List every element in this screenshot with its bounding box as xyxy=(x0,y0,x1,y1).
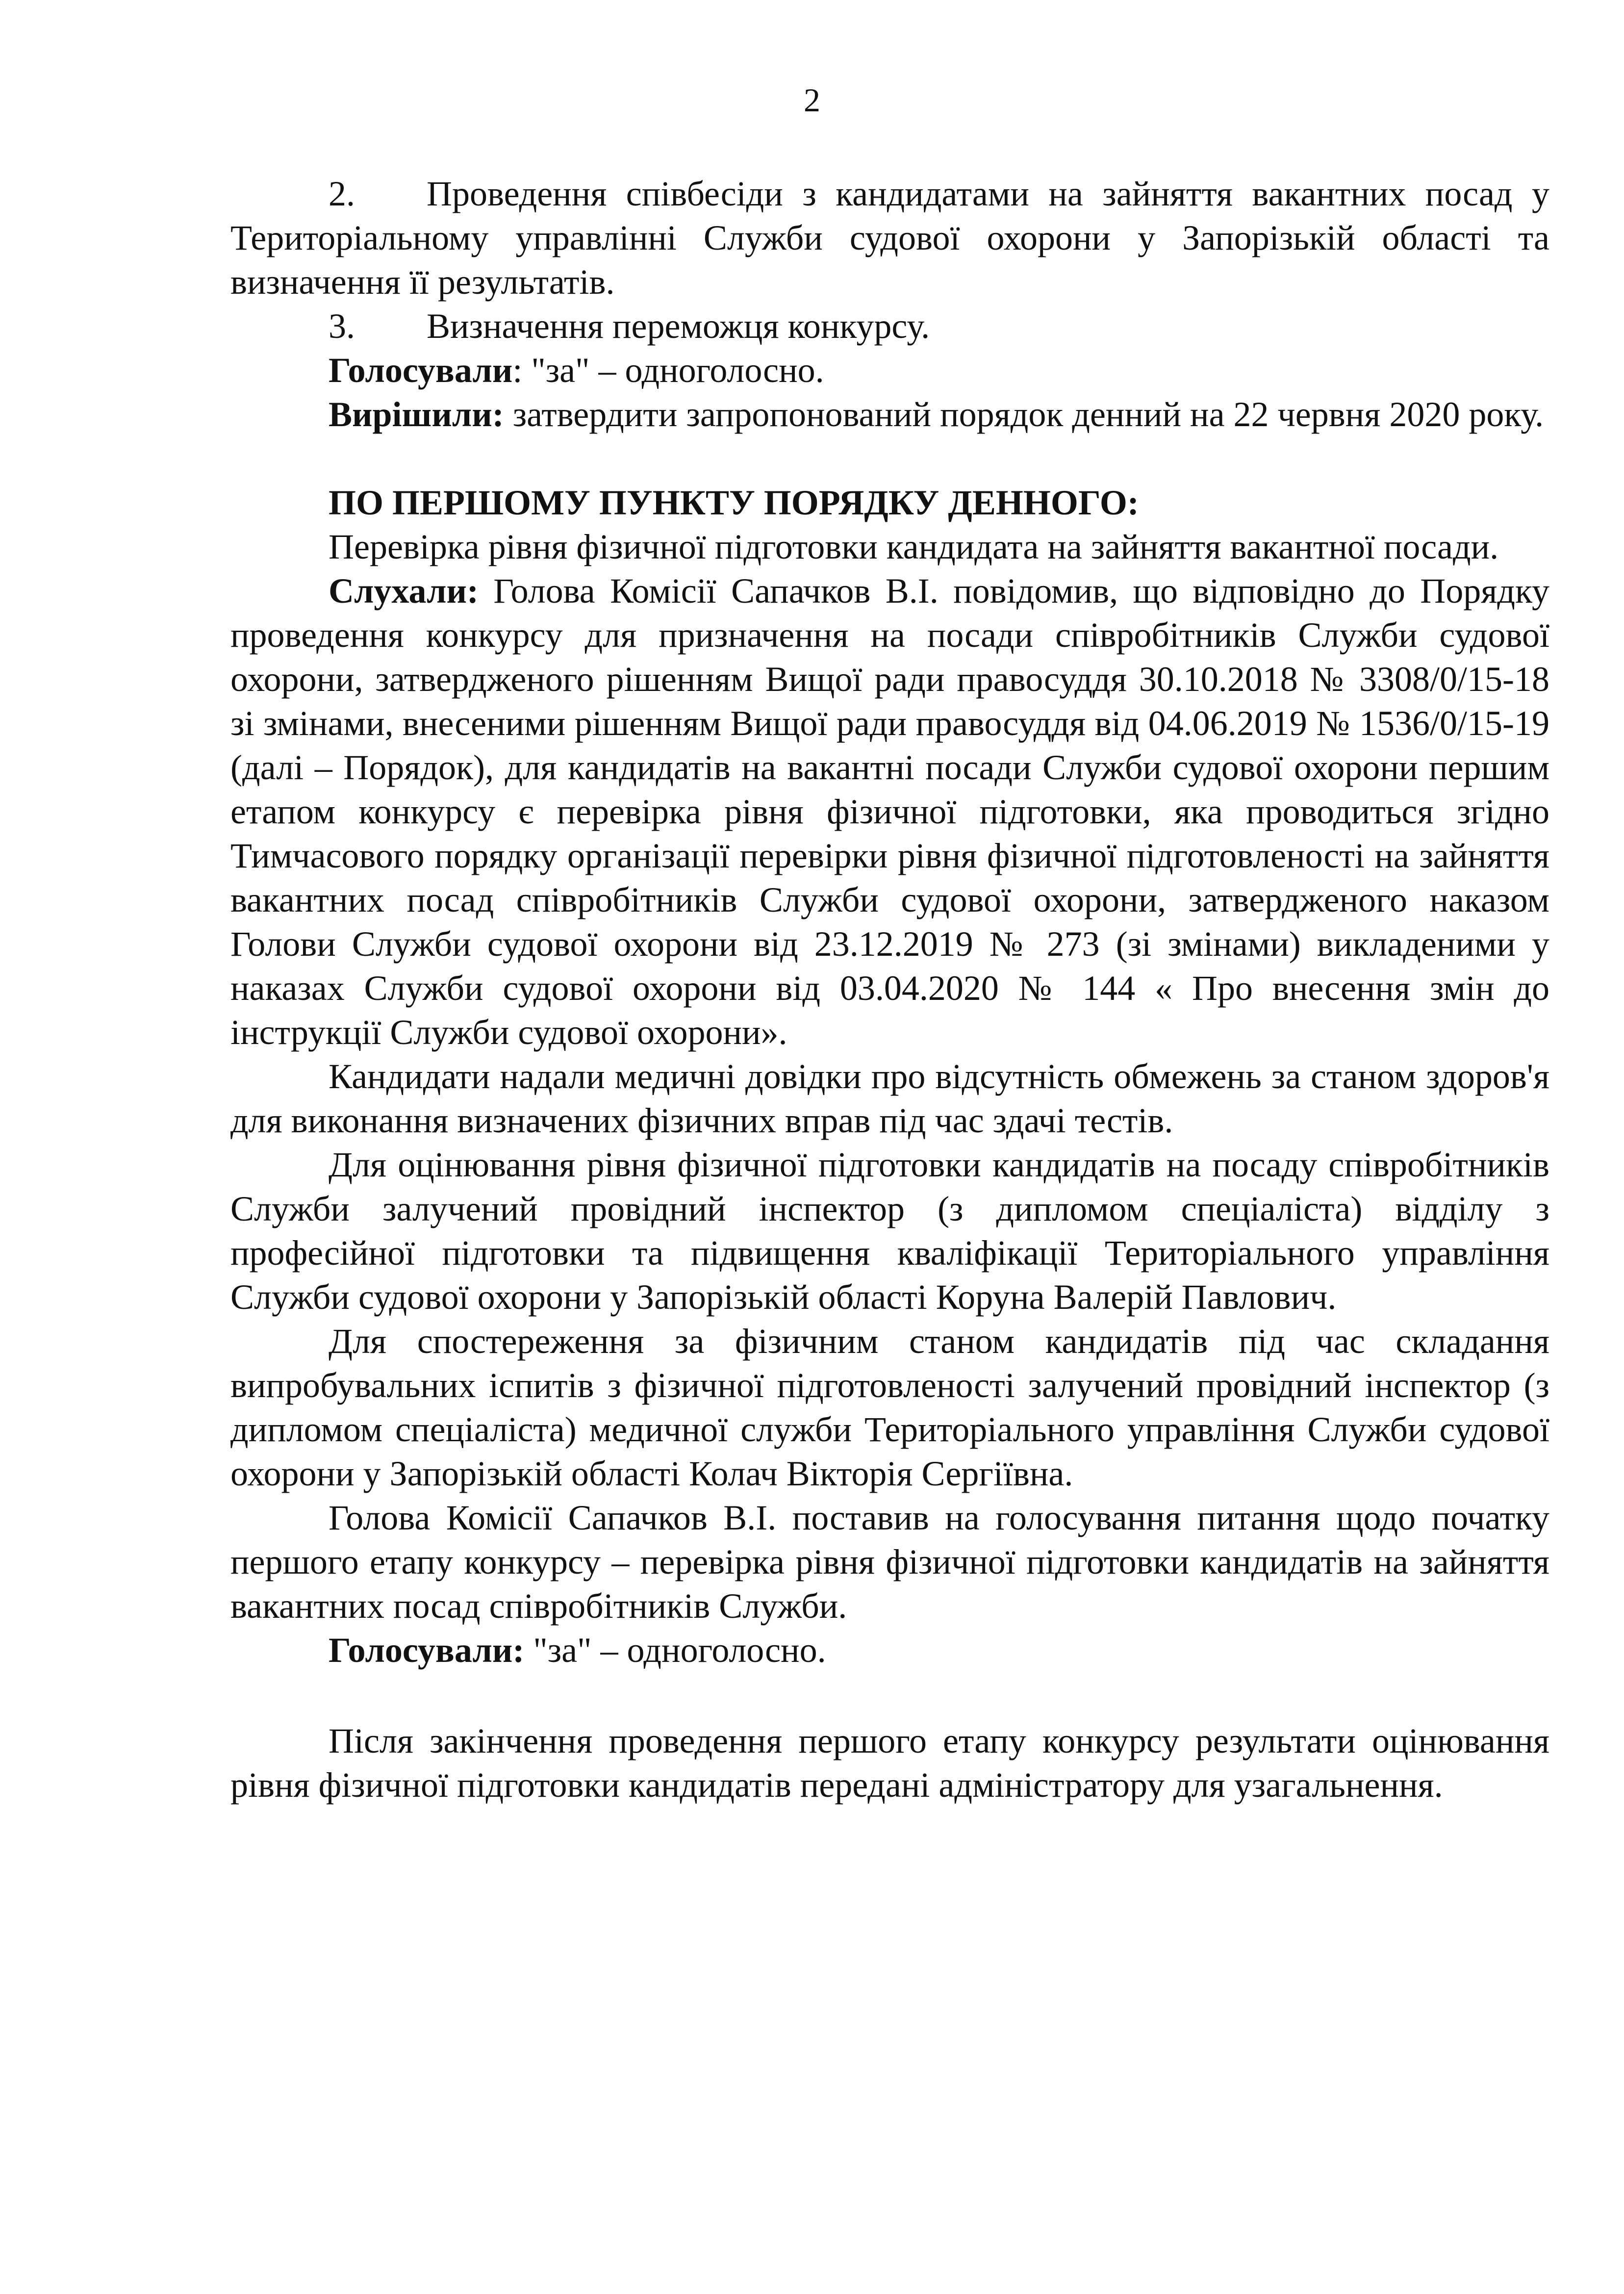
vote-paragraph xyxy=(230,348,1549,392)
heard-lead: Слухали: xyxy=(329,571,479,611)
agenda-item-text: Проведення співбесіди з кандидатами на зайняття вакантних посад у Територіальному управлінні Служби судової охорони у Запорізькій області та визначення її результатів. xyxy=(230,174,1549,302)
section-subject: Перевірка рівня фізичної підготовки кандидата на зайняття вакантної посади. xyxy=(329,527,1499,566)
document-body xyxy=(230,172,1549,1807)
vote-lead: Голосували: xyxy=(329,1631,525,1670)
vote-paragraph-2 xyxy=(230,1628,1549,1672)
vote-lead: Голосували xyxy=(329,351,513,390)
agenda-item-3 xyxy=(230,304,1549,348)
heard-paragraph xyxy=(230,569,1549,1054)
vote-text: "за" – одноголосно. xyxy=(524,1631,826,1670)
agenda-item-2 xyxy=(230,172,1549,304)
decision-text: затвердити запропонований порядок денний на 22 червня 2020 року. xyxy=(504,395,1544,434)
agenda-item-number: 3. xyxy=(329,306,355,346)
heard-text: Голова Комісії Сапачков В.І. повідомив, що відповідно до Порядку проведення конкурсу для призначення на посади співробітників Служби судової охорони, затвердженого рішенням Вищої ради правосуддя 30.10.2018 № 3308/0/15-18 зі змінами, внесеними рішенням Вищої ради правосуддя від 04.06.2019 № 1536/0/15-19 (далі – Порядок), для кандидатів на вакантні посади Служби судової охорони першим етапом конкурсу є перевірка рівня фізичної підготовки, яка проводиться згідно Тимчасового порядку організації перевірки рівня фізичної підготовленості на зайняття вакантних посад співробітників Служби судової охорони, затвердженого наказом Голови Служби судової охорони від 23.12.2019 № 273 (зі змінами) викладеними у наказах Служби судової охорони від 03.04.2020 № 144 « Про внесення змін до інструкції Служби судової охорони». xyxy=(230,571,1549,1052)
spacer xyxy=(230,436,1549,481)
results-paragraph: Після закінчення проведення першого етапу конкурсу результати оцінювання рівня фізичної підготовки кандидатів передані адміністратору для узагальнення. xyxy=(230,1721,1549,1805)
evaluator-paragraph: Для оцінювання рівня фізичної підготовки кандидатів на посаду співробітників Служби залучений провідний інспектор (з дипломом спеціаліста) відділу з професійної підготовки та підвищення кваліфікації Територіального управління Служби судової охорони у Запорізькій області Коруна Валерій Павлович. xyxy=(230,1145,1549,1317)
vote-call-paragraph: Голова Комісії Сапачков В.І. поставив на голосування питання щодо початку першого етапу конкурсу – перевірка рівня фізичної підготовки кандидатів на зайняття вакантних посад співробітників Служби. xyxy=(230,1498,1549,1626)
vote-text: : "за" – одноголосно. xyxy=(512,351,824,390)
page-number: 2 xyxy=(804,81,820,119)
decision-lead: Вирішили: xyxy=(329,395,504,434)
agenda-item-text: Визначення переможця конкурсу. xyxy=(427,306,930,346)
observer-paragraph: Для спостереження за фізичним станом кандидатів під час складання випробувальних іспитів з фізичної підготовленості залучений провідний інспектор (з дипломом спеціаліста) медичної служби Територіального управління Служби судової охорони у Запорізькій області Колач Вікторія Сергіївна. xyxy=(230,1322,1549,1493)
section-heading: ПО ПЕРШОМУ ПУНКТУ ПОРЯДКУ ДЕННОГО: xyxy=(329,483,1139,522)
agenda-item-number: 2. xyxy=(329,174,355,213)
spacer xyxy=(230,1672,1549,1719)
decision-paragraph xyxy=(230,392,1549,436)
medical-paragraph: Кандидати надали медичні довідки про відсутність обмежень за станом здоров'я для виконання визначених фізичних вправ під час здачі тестів. xyxy=(230,1057,1549,1140)
